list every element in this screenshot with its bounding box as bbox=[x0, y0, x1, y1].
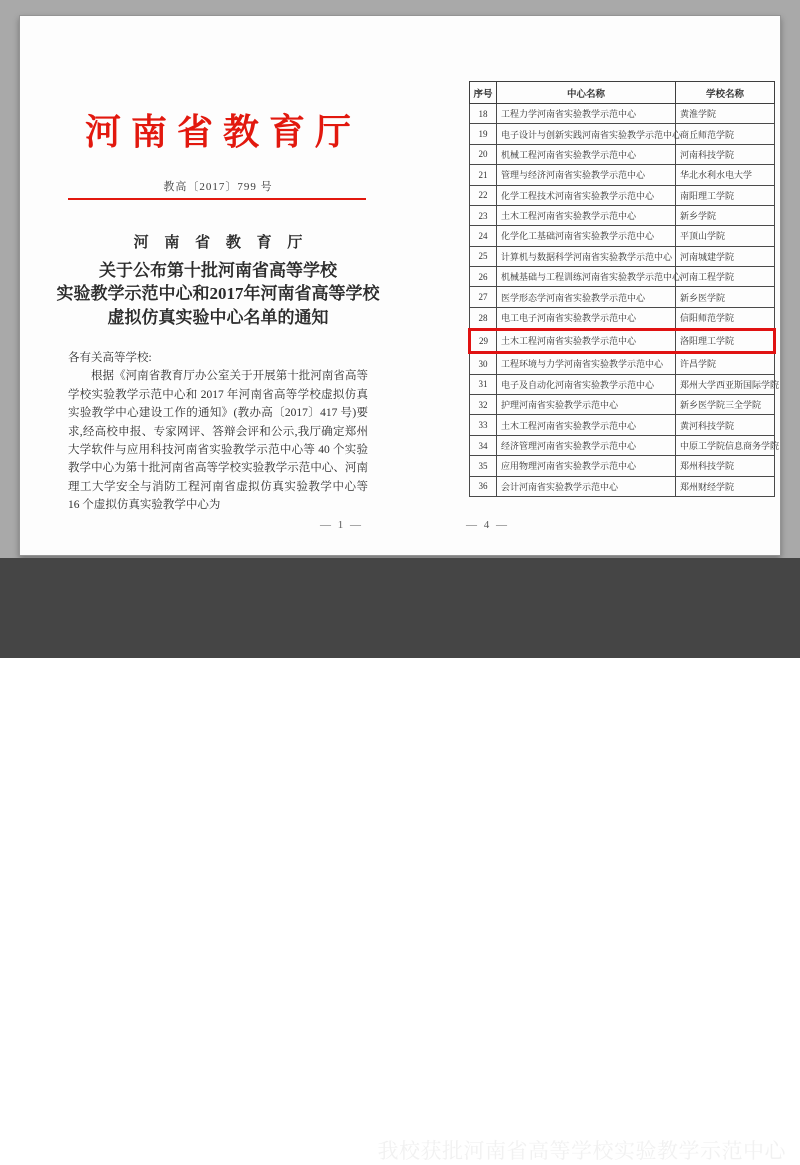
cell-school-name: 信阳师范学院 bbox=[676, 307, 775, 329]
cell-center-name: 机械工程河南省实验教学示范中心 bbox=[497, 144, 676, 164]
centers-table bbox=[468, 81, 780, 497]
cell-school-name: 许昌学院 bbox=[676, 352, 775, 374]
column-header: 序号 bbox=[470, 82, 497, 104]
cell-center-name: 电子及自动化河南省实验教学示范中心 bbox=[497, 374, 676, 394]
cell-center-name: 土木工程河南省实验教学示范中心 bbox=[497, 205, 676, 225]
table-row bbox=[470, 395, 775, 415]
cell-row-number: 32 bbox=[470, 395, 497, 415]
cell-center-name: 化学工程技术河南省实验教学示范中心 bbox=[497, 185, 676, 205]
table-row bbox=[470, 415, 775, 435]
cell-center-name: 工程力学河南省实验教学示范中心 bbox=[497, 104, 676, 124]
cell-row-number: 18 bbox=[470, 104, 497, 124]
table-row-highlighted bbox=[470, 329, 775, 352]
letter-body bbox=[68, 349, 368, 515]
cell-center-name: 土木工程河南省实验教学示范中心 bbox=[497, 329, 676, 352]
table-row bbox=[470, 352, 775, 374]
table-row bbox=[470, 144, 775, 164]
cell-row-number: 30 bbox=[470, 352, 497, 374]
cell-center-name: 电工电子河南省实验教学示范中心 bbox=[497, 307, 676, 329]
cell-school-name: 华北水利水电大学 bbox=[676, 165, 775, 185]
notice-title-line: 河 南 省 教 育 厅 bbox=[133, 235, 309, 251]
cell-school-name: 黄淮学院 bbox=[676, 104, 775, 124]
table-row bbox=[470, 226, 775, 246]
cell-row-number: 34 bbox=[470, 435, 497, 455]
cell-row-number: 33 bbox=[470, 415, 497, 435]
cell-center-name: 管理与经济河南省实验教学示范中心 bbox=[497, 165, 676, 185]
cell-school-name: 河南科技学院 bbox=[676, 144, 775, 164]
centers-table-body bbox=[470, 104, 780, 497]
cell-center-name: 应用物理河南省实验教学示范中心 bbox=[497, 456, 676, 476]
notice-title-line: 实验教学示范中心和2017年河南省高等学校 bbox=[56, 284, 380, 303]
table-row bbox=[470, 374, 775, 394]
notice-title bbox=[46, 232, 390, 329]
document-number: 教高〔2017〕799 号 bbox=[163, 181, 273, 193]
scanned-document-sheet bbox=[19, 15, 781, 556]
page-number-left: — 1 — bbox=[320, 519, 363, 531]
cell-row-number: 36 bbox=[470, 476, 497, 496]
cell-row-number: 23 bbox=[470, 205, 497, 225]
cell-row-number: 31 bbox=[470, 374, 497, 394]
caption-text: 我校获批河南省高等学校实验教学示范中心 bbox=[377, 1140, 786, 1163]
cell-school-name: 新乡学院 bbox=[676, 205, 775, 225]
cell-school-name: 商丘师范学院 bbox=[676, 124, 775, 144]
cell-center-name: 计算机与数据科学河南省实验教学示范中心 bbox=[497, 246, 676, 266]
cell-center-name: 工程环境与力学河南省实验教学示范中心 bbox=[497, 352, 676, 374]
table-row bbox=[470, 165, 775, 185]
table-row bbox=[470, 435, 775, 455]
cell-school-name: 郑州大学西亚斯国际学院 bbox=[676, 374, 775, 394]
cell-center-name: 护理河南省实验教学示范中心 bbox=[497, 395, 676, 415]
cell-center-name: 医学形态学河南省实验教学示范中心 bbox=[497, 287, 676, 307]
cell-school-name: 新乡医学院三全学院 bbox=[676, 395, 775, 415]
table-row bbox=[470, 246, 775, 266]
cell-row-number: 35 bbox=[470, 456, 497, 476]
cell-row-number: 20 bbox=[470, 144, 497, 164]
cell-center-name: 机械基础与工程训练河南省实验教学示范中心 bbox=[497, 267, 676, 287]
cell-row-number: 29 bbox=[470, 329, 497, 352]
cell-row-number: 22 bbox=[470, 185, 497, 205]
table-row bbox=[470, 185, 775, 205]
caption-bar bbox=[0, 558, 800, 1163]
cell-row-number: 27 bbox=[470, 287, 497, 307]
page-number-right: — 4 — bbox=[466, 519, 509, 531]
cell-center-name: 土木工程河南省实验教学示范中心 bbox=[497, 415, 676, 435]
agency-letterhead-title: 河南省教育厅 bbox=[84, 112, 361, 152]
cell-center-name: 化学化工基础河南省实验教学示范中心 bbox=[497, 226, 676, 246]
table-row bbox=[470, 104, 775, 124]
cell-row-number: 21 bbox=[470, 165, 497, 185]
column-header: 学校名称 bbox=[676, 82, 775, 104]
cell-row-number: 19 bbox=[470, 124, 497, 144]
letter-salutation: 各有关高等学校: bbox=[68, 352, 152, 364]
cell-school-name: 郑州财经学院 bbox=[676, 476, 775, 496]
cell-school-name: 河南城建学院 bbox=[676, 246, 775, 266]
table-row bbox=[470, 307, 775, 329]
table-row bbox=[470, 205, 775, 225]
table-row bbox=[470, 124, 775, 144]
table-row bbox=[470, 456, 775, 476]
cell-center-name: 电子设计与创新实践河南省实验教学示范中心 bbox=[497, 124, 676, 144]
column-header: 中心名称 bbox=[497, 82, 676, 104]
cell-school-name: 新乡医学院 bbox=[676, 287, 775, 307]
centers-table-header bbox=[470, 82, 775, 104]
table-row bbox=[470, 287, 775, 307]
cell-school-name: 平顶山学院 bbox=[676, 226, 775, 246]
cell-row-number: 26 bbox=[470, 267, 497, 287]
cell-school-name: 洛阳理工学院 bbox=[676, 329, 775, 352]
notice-title-line: 关于公布第十批河南省高等学校 bbox=[99, 260, 337, 280]
cell-school-name: 南阳理工学院 bbox=[676, 185, 775, 205]
cell-center-name: 经济管理河南省实验教学示范中心 bbox=[497, 435, 676, 455]
cell-row-number: 24 bbox=[470, 226, 497, 246]
cell-school-name: 中原工学院信息商务学院 bbox=[676, 435, 775, 455]
letterhead-divider-rule bbox=[68, 198, 366, 200]
table-row bbox=[470, 267, 775, 287]
cell-row-number: 25 bbox=[470, 246, 497, 266]
table-row bbox=[470, 476, 775, 496]
cell-center-name: 会计河南省实验教学示范中心 bbox=[497, 476, 676, 496]
letter-paragraph: 根据《河南省教育厅办公室关于开展第十批河南省高等学校实验教学示范中心和 2017 年河南省高等学校虚拟仿真实验教学中心建设工作的通知》(教办高〔2017〕417 号)要求,经高校申报、专家网评、答辩会评和公示,我厅确定郑州大学软件与应用科技河南省实验教学示范中心等 40 个实验教学中心为第十批河南省高等学校实验教学示范中心、河南理工大学安全与消防工程河南省虚拟仿真实验教学中心等 16 个虚拟仿真实验教学中心为 bbox=[68, 370, 368, 512]
cell-school-name: 河南工程学院 bbox=[676, 267, 775, 287]
cell-school-name: 黄河科技学院 bbox=[676, 415, 775, 435]
notice-title-line: 虚拟仿真实验中心名单的通知 bbox=[107, 307, 329, 327]
cell-school-name: 郑州科技学院 bbox=[676, 456, 775, 476]
cell-row-number: 28 bbox=[470, 307, 497, 329]
